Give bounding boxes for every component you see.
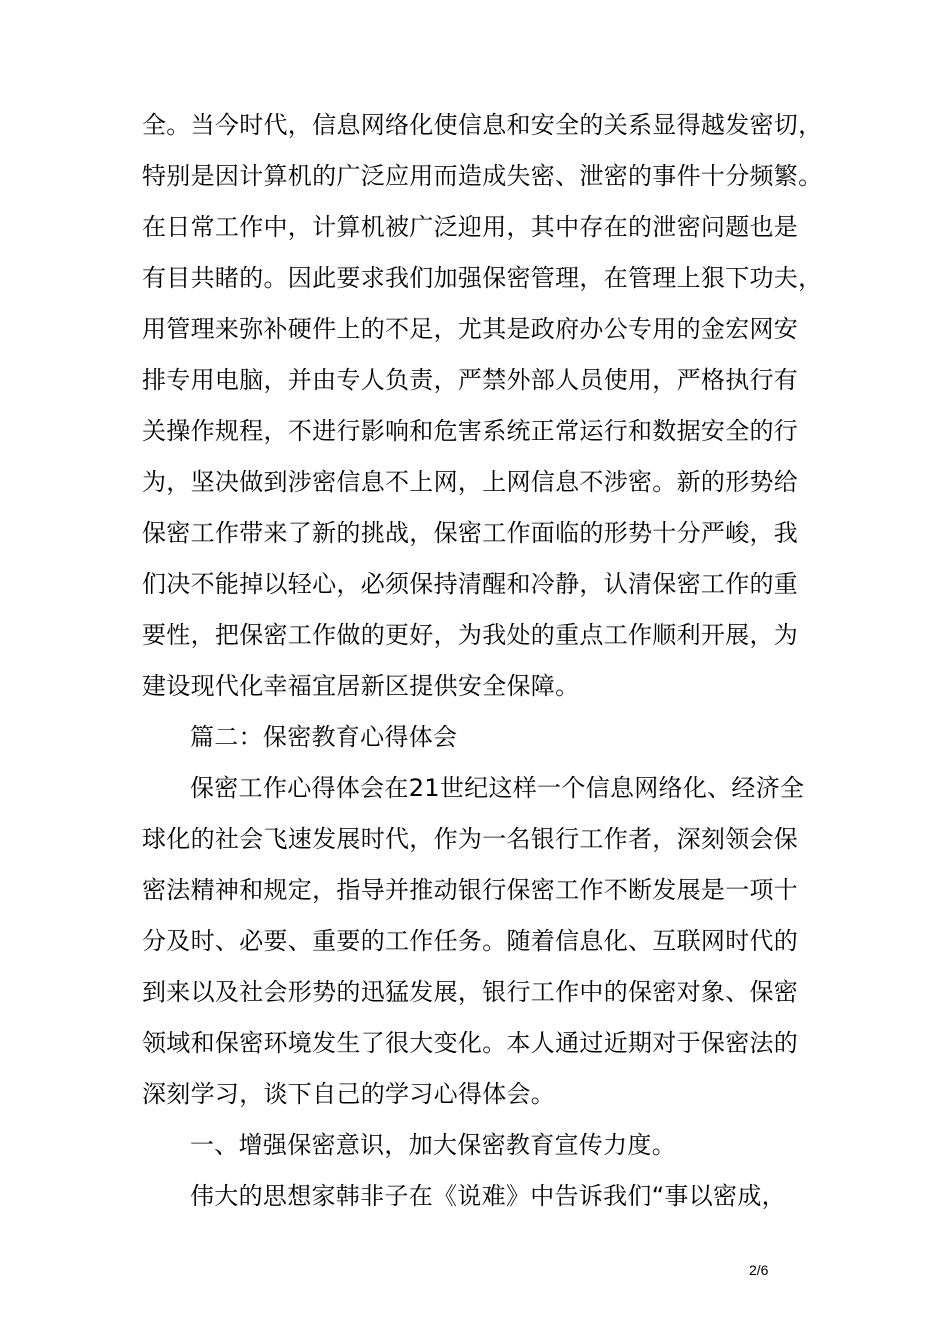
text-line: 用管理来弥补硬件上的不足，尤其是政府办公专用的金宏网安 — [142, 315, 799, 343]
text-line: 有目共睹的。因此要求我们加强保密管理，在管理上狠下功夫， — [142, 264, 823, 292]
text-line: 球化的社会飞速发展时代，作为一名银行工作者，深刻领会保 — [142, 825, 799, 853]
text-line: 在日常工作中，计算机被广泛迎用，其中存在的泄密问题也是 — [142, 213, 799, 241]
text-line: 领域和保密环境发生了很大变化。本人通过近期对于保密法的 — [142, 1029, 799, 1057]
subsection-heading: 一、增强保密意识，加大保密教育宣传力度。 — [190, 1131, 676, 1159]
text-line: 全。当今时代，信息网络化使信息和安全的关系显得越发密切， — [142, 111, 823, 139]
text-line: 们决不能掉以轻心，必须保持清醒和冷静，认清保密工作的重 — [142, 570, 799, 598]
text-line: 要性，把保密工作做的更好，为我处的重点工作顺利开展，为 — [142, 621, 799, 649]
section-heading: 篇二：保密教育心得体会 — [190, 723, 458, 751]
text-line: 特别是因计算机的广泛应用而造成失密、泄密的事件十分频繁。 — [142, 162, 823, 190]
text-line: 建设现代化幸福宜居新区提供安全保障。 — [142, 672, 580, 700]
text-line: 到来以及社会形势的迅猛发展，银行工作中的保密对象、保密 — [142, 978, 799, 1006]
text-line: 分及时、必要、重要的工作任务。随着信息化、互联网时代的 — [142, 927, 799, 955]
text-line: 排专用电脑，并由专人负责，严禁外部人员使用，严格执行有 — [142, 366, 799, 394]
text-line: 深刻学习，谈下自己的学习心得体会。 — [142, 1080, 556, 1108]
text-line: 密法精神和规定，指导并推动银行保密工作不断发展是一项十 — [142, 876, 799, 904]
text-line: 为，坚决做到涉密信息不上网，上网信息不涉密。新的形势给 — [142, 468, 799, 496]
text-line: 保密工作带来了新的挑战，保密工作面临的形势十分严峻，我 — [142, 519, 799, 547]
text-line: 关操作规程，不进行影响和危害系统正常运行和数据安全的行 — [142, 417, 799, 445]
text-line: 伟大的思想家韩非子在《说难》中告诉我们“事以密成， — [190, 1182, 786, 1210]
text-line: 保密工作心得体会在21世纪这样一个信息网络化、经济全 — [190, 774, 805, 802]
page-number: 2/6 — [749, 1262, 769, 1278]
